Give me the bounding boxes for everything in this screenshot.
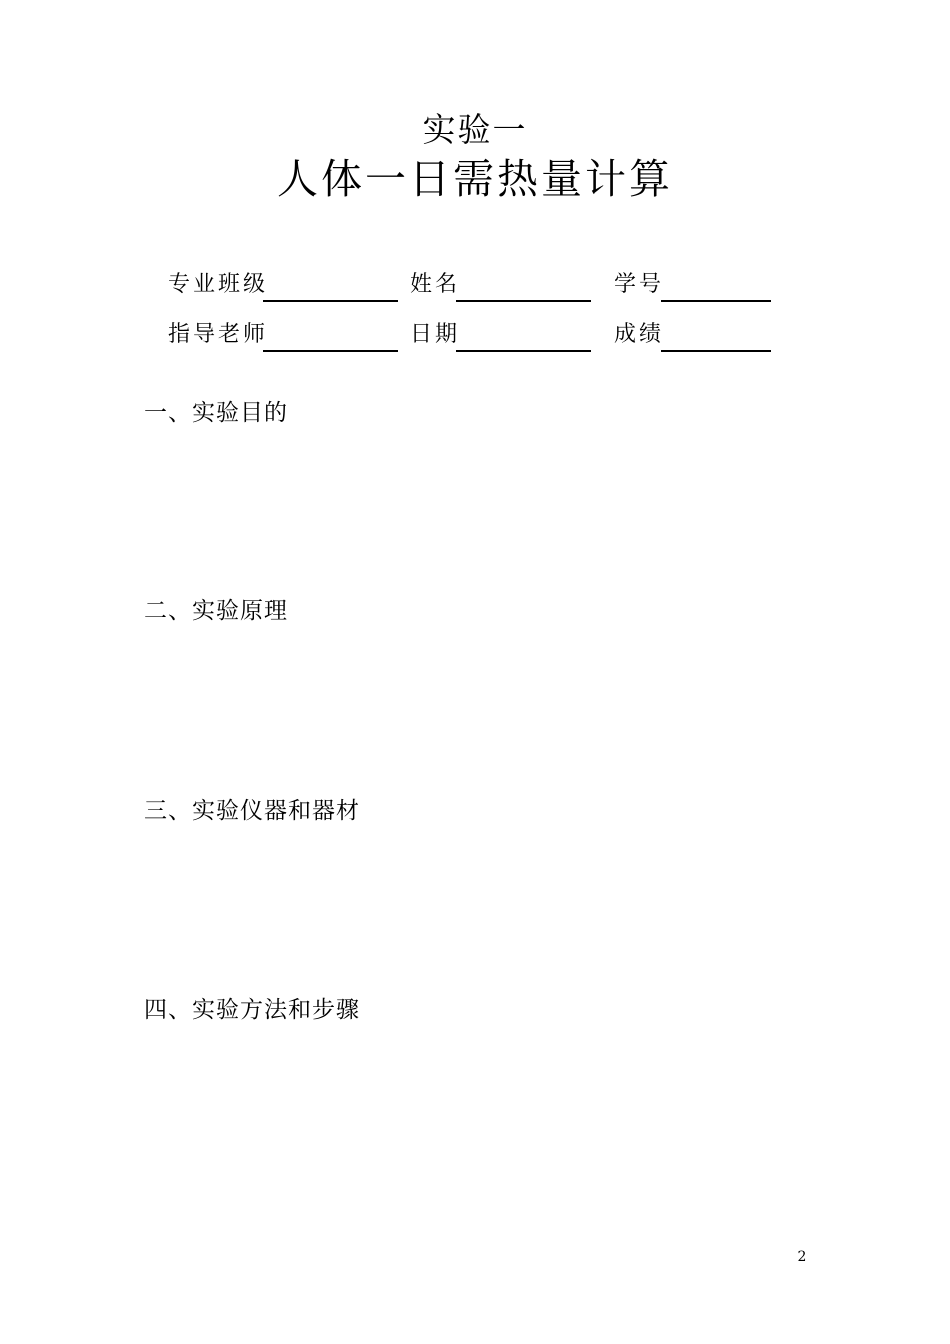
major-class-field (168, 268, 400, 302)
instructor-label: 指导老师 (168, 322, 269, 347)
student-id-field (614, 268, 772, 302)
instructor-blank[interactable] (263, 350, 398, 352)
section-heading-principle: 二、实验原理 (144, 598, 288, 624)
major-class-label: 专业班级 (168, 272, 269, 297)
student-id-label: 学号 (614, 272, 665, 297)
experiment-title: 人体一日需热量计算 (277, 155, 673, 203)
section-heading-methods: 四、实验方法和步骤 (144, 997, 360, 1023)
date-blank[interactable] (456, 350, 591, 352)
date-label: 日期 (410, 322, 461, 347)
date-field (410, 318, 592, 352)
page-number: 2 (797, 1249, 807, 1265)
name-field (410, 268, 592, 302)
name-blank[interactable] (456, 300, 591, 302)
experiment-number-title: 实验一 (422, 110, 528, 149)
grade-field (614, 318, 772, 352)
grade-blank[interactable] (661, 350, 771, 352)
section-heading-purpose: 一、实验目的 (144, 400, 288, 426)
instructor-field (168, 318, 400, 352)
name-label: 姓名 (410, 272, 461, 297)
major-class-blank[interactable] (263, 300, 398, 302)
grade-label: 成绩 (614, 322, 665, 347)
section-heading-equipment: 三、实验仪器和器材 (144, 798, 360, 824)
student-id-blank[interactable] (661, 300, 771, 302)
